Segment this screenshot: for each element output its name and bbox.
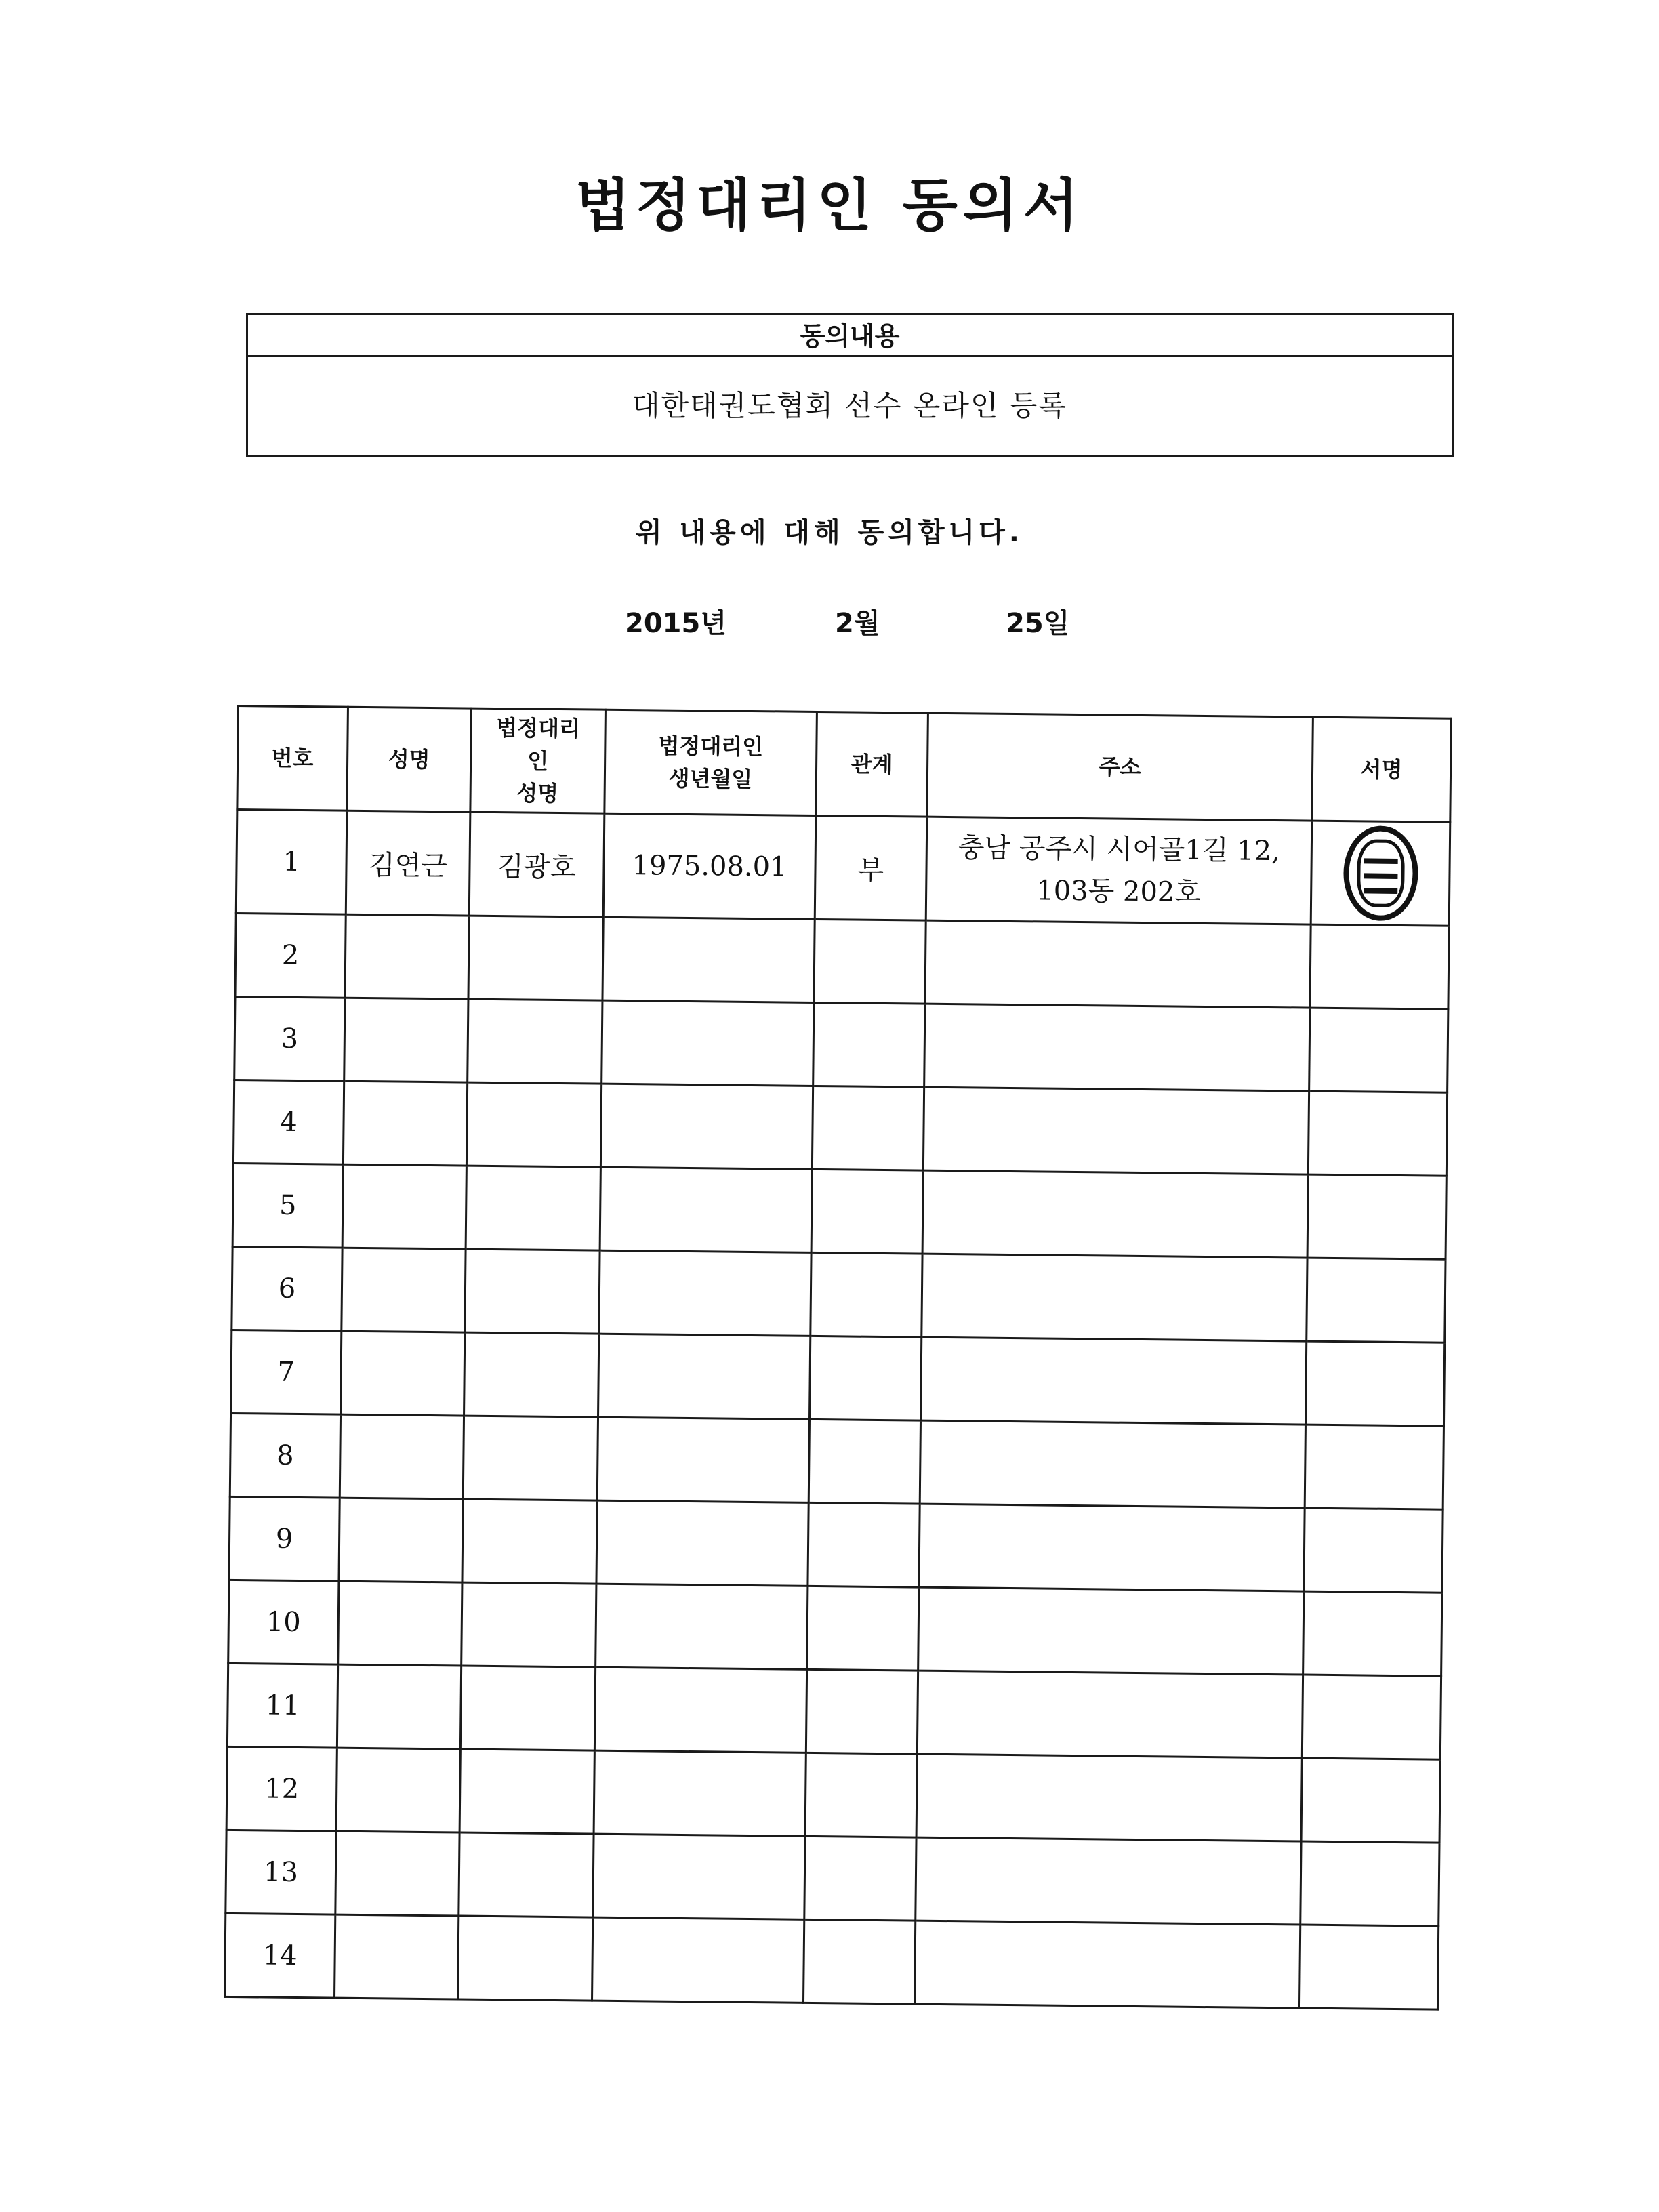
header-guardian-name-line2: 인 xyxy=(527,747,549,774)
table-row xyxy=(231,1330,1445,1426)
row-address xyxy=(923,1087,1309,1174)
row-signature xyxy=(1305,1341,1444,1426)
header-relation: 관계 xyxy=(816,712,928,817)
row-name xyxy=(342,1164,466,1249)
table-row xyxy=(225,1913,1439,2009)
table-row xyxy=(228,1580,1442,1676)
table-row xyxy=(234,996,1448,1092)
row-guardian-dob xyxy=(597,1417,809,1502)
row-name xyxy=(343,1081,467,1166)
row-name xyxy=(341,1331,465,1416)
row-guardian-name xyxy=(463,1416,598,1500)
table-row xyxy=(229,1496,1443,1593)
row-name xyxy=(339,1498,463,1582)
row-address-line2: 103동 202호 xyxy=(1036,875,1202,908)
row-number: 8 xyxy=(230,1413,340,1498)
row-number: 12 xyxy=(226,1746,337,1831)
row-address xyxy=(914,1921,1300,2008)
row-name xyxy=(337,1664,461,1749)
row-guardian-dob xyxy=(596,1584,808,1669)
row-guardian-name xyxy=(465,1249,600,1334)
row-guardian-name: 김광호 xyxy=(469,812,605,917)
table-row xyxy=(236,810,1450,926)
header-name: 성명 xyxy=(347,707,472,812)
row-guardian-dob xyxy=(600,1167,812,1252)
row-relation xyxy=(804,1836,916,1921)
row-name xyxy=(335,1831,459,1916)
row-relation xyxy=(808,1502,920,1587)
row-relation xyxy=(807,1586,919,1671)
row-guardian-dob xyxy=(594,1750,806,1836)
row-guardian-name xyxy=(468,916,603,1000)
header-guardian-name xyxy=(470,708,606,813)
table-row xyxy=(226,1746,1440,1843)
row-relation xyxy=(808,1419,920,1504)
row-signature xyxy=(1304,1508,1443,1593)
row-name xyxy=(336,1748,460,1832)
table-header-row xyxy=(237,706,1452,823)
row-signature xyxy=(1310,924,1449,1009)
row-name xyxy=(344,998,468,1082)
row-number: 2 xyxy=(235,913,346,998)
row-address xyxy=(925,920,1311,1008)
row-guardian-name xyxy=(468,999,602,1084)
header-address: 주소 xyxy=(927,713,1313,821)
row-name: 김연근 xyxy=(346,811,470,916)
row-address xyxy=(922,1254,1307,1341)
agree-statement: 위 내용에 대해 동의합니다. xyxy=(635,517,1023,548)
row-relation xyxy=(810,1336,922,1420)
date-day: 25일 xyxy=(1006,608,1070,639)
row-guardian-name xyxy=(464,1332,599,1417)
row-address xyxy=(926,817,1312,924)
row-address xyxy=(916,1754,1302,1841)
header-number: 번호 xyxy=(237,706,348,811)
row-relation xyxy=(806,1669,918,1754)
row-address xyxy=(922,1170,1308,1258)
row-number: 3 xyxy=(234,996,345,1081)
row-guardian-dob xyxy=(594,1667,806,1753)
row-number: 11 xyxy=(227,1663,337,1748)
row-signature xyxy=(1309,1008,1448,1092)
row-guardian-dob xyxy=(598,1334,811,1419)
row-signature xyxy=(1299,1925,1438,2009)
header-guardian-dob xyxy=(605,710,817,815)
header-guardian-name-line1: 법정대리 xyxy=(496,715,581,742)
row-signature xyxy=(1307,1258,1446,1343)
row-name xyxy=(345,914,469,999)
row-number: 6 xyxy=(232,1246,342,1331)
consent-header: 동의내용 xyxy=(248,315,1452,357)
row-address xyxy=(919,1504,1305,1591)
row-number: 14 xyxy=(225,1913,335,1998)
row-address xyxy=(924,1004,1310,1091)
row-relation xyxy=(814,919,926,1004)
row-number: 10 xyxy=(228,1580,339,1664)
row-guardian-name xyxy=(462,1499,597,1584)
row-number: 9 xyxy=(229,1496,340,1581)
seal-stamp-icon xyxy=(1343,825,1418,921)
guardian-roster-table xyxy=(224,705,1452,2011)
row-name xyxy=(340,1414,464,1499)
row-guardian-dob xyxy=(602,1000,814,1086)
row-number: 13 xyxy=(226,1830,336,1914)
table-row xyxy=(232,1246,1446,1343)
row-guardian-name xyxy=(466,1082,601,1167)
row-number: 7 xyxy=(231,1330,342,1414)
row-guardian-name xyxy=(458,1916,593,2001)
row-address xyxy=(918,1587,1304,1675)
table-row xyxy=(232,1163,1446,1259)
row-address xyxy=(920,1337,1306,1425)
row-guardian-name xyxy=(466,1166,600,1250)
row-guardian-dob xyxy=(600,1084,813,1169)
consent-body: 대한태권도협회 선수 온라인 등록 xyxy=(632,389,1068,422)
row-guardian-name xyxy=(459,1832,594,1917)
row-signature xyxy=(1303,1591,1442,1676)
row-signature xyxy=(1300,1841,1439,1926)
row-name xyxy=(342,1248,466,1332)
row-name xyxy=(338,1581,462,1666)
table-row xyxy=(230,1413,1443,1509)
row-signature xyxy=(1308,1091,1447,1176)
date-month: 2월 xyxy=(835,608,880,639)
row-guardian-dob xyxy=(602,917,815,1002)
header-guardian-name-line3: 성명 xyxy=(516,780,559,806)
row-signature xyxy=(1302,1675,1441,1759)
row-relation xyxy=(811,1252,922,1337)
header-signature: 서명 xyxy=(1312,717,1452,822)
row-guardian-dob xyxy=(592,1917,804,2003)
row-name xyxy=(335,1914,459,1999)
row-signature xyxy=(1301,1758,1440,1843)
table-row xyxy=(233,1080,1447,1176)
row-relation xyxy=(813,1002,925,1087)
table-row xyxy=(226,1830,1439,1926)
table-row xyxy=(235,913,1449,1009)
row-relation xyxy=(811,1169,923,1254)
row-relation xyxy=(812,1086,924,1170)
row-address xyxy=(917,1671,1303,1758)
row-signature xyxy=(1305,1425,1443,1509)
date-year: 2015년 xyxy=(625,608,726,639)
row-number: 4 xyxy=(233,1080,344,1164)
row-number: 5 xyxy=(232,1163,343,1248)
row-guardian-name xyxy=(462,1582,596,1667)
header-guardian-dob-line1: 법정대리인 xyxy=(658,733,764,760)
consent-box xyxy=(246,313,1454,457)
row-relation: 부 xyxy=(815,815,927,920)
row-guardian-dob xyxy=(596,1500,808,1586)
row-number: 1 xyxy=(236,810,347,915)
row-signature xyxy=(1311,821,1450,926)
header-guardian-dob-line2: 생년월일 xyxy=(668,765,753,792)
row-guardian-name xyxy=(459,1749,594,1834)
row-guardian-name xyxy=(460,1666,595,1750)
row-address xyxy=(920,1420,1305,1508)
row-address-line1: 충남 공주시 시어골1길 12, xyxy=(958,832,1281,867)
row-guardian-dob xyxy=(599,1250,811,1336)
row-guardian-dob: 1975.08.01 xyxy=(603,813,816,919)
row-relation xyxy=(803,1919,915,2004)
row-relation xyxy=(805,1753,917,1837)
table-row xyxy=(227,1663,1441,1759)
document-title: 법정대리인 동의서 xyxy=(575,172,1084,239)
row-guardian-dob xyxy=(593,1834,805,1919)
row-address xyxy=(916,1837,1301,1925)
row-signature xyxy=(1307,1174,1446,1259)
